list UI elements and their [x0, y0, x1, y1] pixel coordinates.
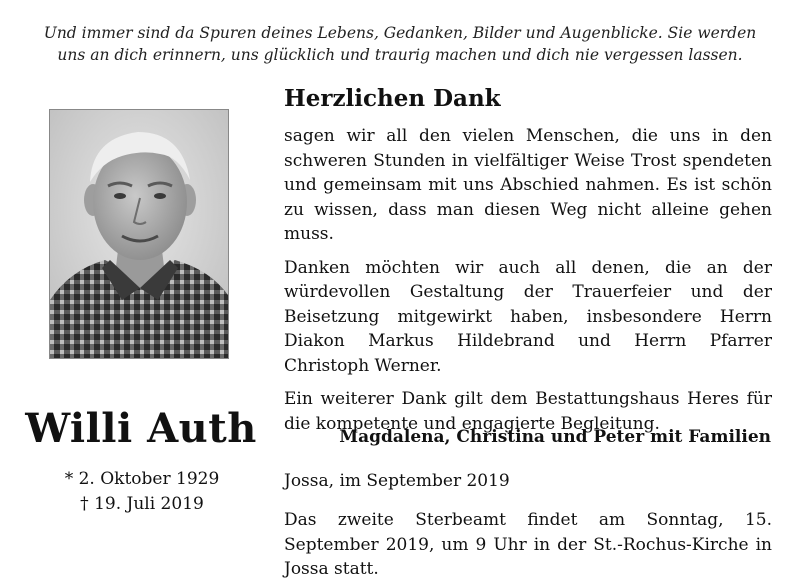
thanks-heading: Herzlichen Dank — [284, 85, 501, 112]
death-date: † 19. Juli 2019 — [80, 494, 204, 514]
thanks-paragraph-2: Danken möchten wir auch all denen, die an der würdevollen Gestaltung der Trauerfeier und der Beisetzung mitgewirkt haben, insbesondere Herrn Diakon Markus Hildebrand und Herrn Pfarrer Christoph Werner. — [284, 257, 772, 376]
thanks-paragraph-1: sagen wir all den vielen Menschen, die uns in den schweren Stunden in vielfältiger Weise Trost spendeten und gemeinsam mit uns Abschied nahmen. Es ist schön zu wissen, dass man diesen Weg nicht alleine gehen muss. — [284, 126, 772, 244]
motto-line-2: uns an dich erinnern, uns glücklich und traurig machen und dich nie vergessen lassen. — [57, 46, 743, 64]
thanks-paragraph-3: Ein weiterer Dank gilt dem Bestattungshaus Heres für die kompetente und engagierte Begleitung. — [284, 389, 772, 434]
place-date: Jossa, im September 2019 — [284, 471, 510, 491]
motto-text — [0, 22, 800, 66]
portrait-illustration — [50, 110, 228, 358]
life-dates — [48, 467, 236, 517]
signature: Magdalena, Christina und Peter mit Familien — [339, 427, 771, 447]
thanks-text — [284, 124, 772, 445]
portrait-photo — [49, 109, 229, 359]
deceased-name: Willi Auth — [25, 405, 257, 452]
motto-line-1: Und immer sind da Spuren deines Lebens, Gedanken, Bilder und Augenblicke. Sie werden — [43, 24, 757, 42]
service-notice: Das zweite Sterbeamt findet am Sonntag, 15. September 2019, um 9 Uhr in der St.-Rochus-Kirche in Jossa statt. — [284, 510, 772, 579]
birth-date: * 2. Oktober 1929 — [64, 469, 220, 489]
